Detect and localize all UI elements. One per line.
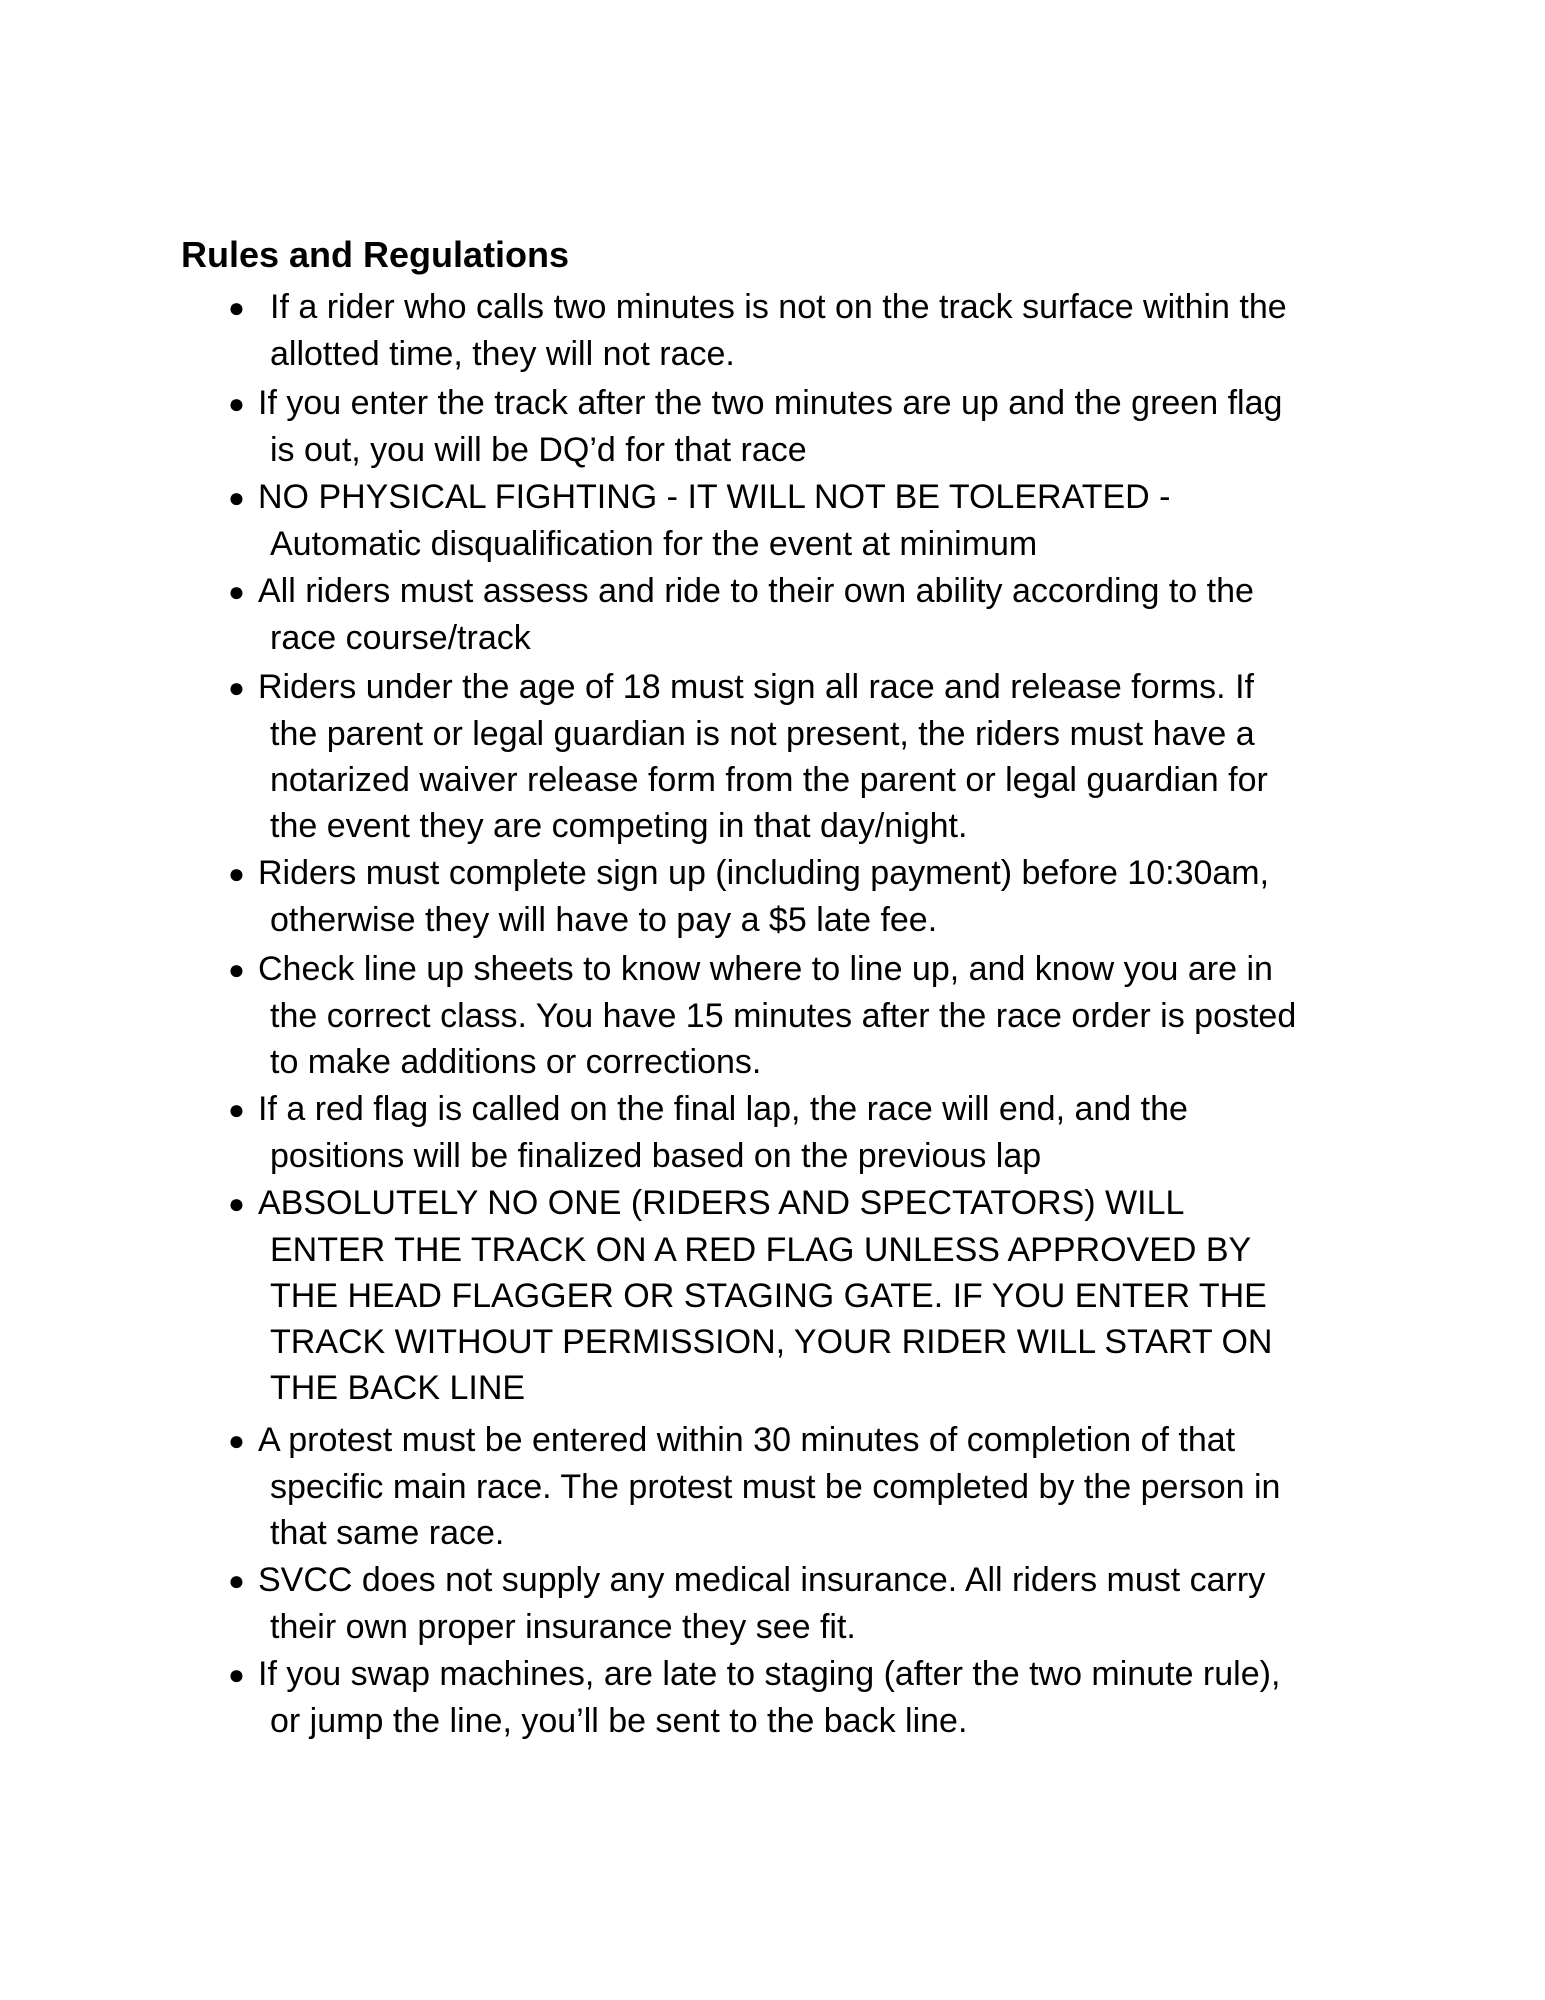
rule-text: If you enter the track after the two minutes are up and the green flag bbox=[258, 384, 1283, 422]
rule-text: specific main race. The protest must be completed by the person in bbox=[270, 1468, 1281, 1506]
rule-text: Automatic disqualification for the event at minimum bbox=[270, 525, 1038, 563]
rule-text: NO PHYSICAL FIGHTING - IT WILL NOT BE TOLERATED - bbox=[258, 478, 1171, 516]
bullet-icon: ● bbox=[228, 858, 245, 889]
rule-item bbox=[228, 1417, 1378, 1556]
rule-first-line bbox=[228, 1180, 1378, 1227]
rule-text: allotted time, they will not race. bbox=[270, 335, 735, 373]
rule-first-line bbox=[228, 1417, 1378, 1464]
rule-first-line bbox=[228, 850, 1378, 897]
rule-first-line bbox=[228, 1557, 1378, 1604]
rule-item bbox=[228, 850, 1378, 943]
rule-first-line bbox=[228, 664, 1378, 711]
bullet-icon: ● bbox=[228, 576, 245, 607]
bullet-icon: ● bbox=[228, 1188, 245, 1219]
rule-text: A protest must be entered within 30 minutes of completion of that bbox=[258, 1421, 1236, 1459]
bullet-icon: ● bbox=[228, 954, 245, 985]
rule-continuation-line bbox=[228, 1698, 1378, 1744]
rule-continuation-line bbox=[228, 1510, 1378, 1556]
bullet-icon: ● bbox=[228, 388, 245, 419]
rule-continuation-line bbox=[228, 803, 1378, 849]
bullet-icon: ● bbox=[228, 672, 245, 703]
rule-text: THE HEAD FLAGGER OR STAGING GATE. IF YOU ENTER THE bbox=[270, 1277, 1267, 1315]
rule-continuation-line bbox=[228, 1365, 1378, 1411]
rule-text: Riders under the age of 18 must sign all race and release forms. If bbox=[258, 668, 1254, 706]
rule-first-line bbox=[228, 568, 1378, 615]
rule-text: race course/track bbox=[270, 619, 531, 657]
rule-continuation-line bbox=[228, 331, 1378, 377]
rule-text: positions will be finalized based on the previous lap bbox=[270, 1137, 1042, 1175]
bullet-icon: ● bbox=[228, 1659, 245, 1690]
rule-item bbox=[228, 1557, 1378, 1650]
rule-text: THE BACK LINE bbox=[270, 1369, 526, 1407]
bullet-icon: ● bbox=[228, 1094, 245, 1125]
rule-text: If a red flag is called on the final lap, the race will end, and the bbox=[258, 1090, 1188, 1128]
rule-text: ABSOLUTELY NO ONE (RIDERS AND SPECTATORS) WILL bbox=[258, 1184, 1185, 1222]
rule-text: is out, you will be DQ’d for that race bbox=[270, 431, 807, 469]
rule-text: the correct class. You have 15 minutes after the race order is posted bbox=[270, 997, 1297, 1035]
rule-text: Check line up sheets to know where to line up, and know you are in bbox=[258, 950, 1273, 988]
rule-continuation-line bbox=[228, 521, 1378, 567]
rule-item bbox=[228, 1651, 1378, 1744]
rule-continuation-line bbox=[228, 615, 1378, 661]
rule-text: All riders must assess and ride to their own ability according to the bbox=[258, 572, 1254, 610]
rule-text: to make additions or corrections. bbox=[270, 1043, 762, 1081]
rule-first-line bbox=[228, 1651, 1378, 1698]
rule-first-line bbox=[228, 284, 1378, 331]
rule-text: otherwise they will have to pay a $5 late fee. bbox=[270, 901, 938, 939]
rule-text: notarized waiver release form from the parent or legal guardian for bbox=[270, 761, 1268, 799]
rule-continuation-line bbox=[228, 1133, 1378, 1179]
rule-continuation-line bbox=[228, 897, 1378, 943]
rule-text: the event they are competing in that day/night. bbox=[270, 807, 968, 845]
rule-text: TRACK WITHOUT PERMISSION, YOUR RIDER WILL START ON bbox=[270, 1323, 1273, 1361]
page-title: Rules and Regulations bbox=[181, 234, 570, 275]
bullet-icon: ● bbox=[228, 482, 245, 513]
bullet-icon: ● bbox=[228, 1565, 245, 1596]
rule-continuation-line bbox=[228, 1319, 1378, 1365]
rule-text: that same race. bbox=[270, 1514, 505, 1552]
rule-text: their own proper insurance they see fit. bbox=[270, 1608, 856, 1646]
rule-text: or jump the line, you’ll be sent to the back line. bbox=[270, 1702, 968, 1740]
rule-continuation-line bbox=[228, 1464, 1378, 1510]
rule-continuation-line bbox=[228, 757, 1378, 803]
rule-item bbox=[228, 284, 1378, 377]
rule-item bbox=[228, 1180, 1378, 1411]
rule-item bbox=[228, 474, 1378, 567]
rule-continuation-line bbox=[228, 711, 1378, 757]
rule-continuation-line bbox=[228, 993, 1378, 1039]
rule-continuation-line bbox=[228, 1273, 1378, 1319]
rule-first-line bbox=[228, 946, 1378, 993]
rule-item bbox=[228, 664, 1378, 849]
rule-item bbox=[228, 380, 1378, 473]
rule-text: If a rider who calls two minutes is not on the track surface within the bbox=[270, 288, 1287, 326]
rule-item bbox=[228, 568, 1378, 661]
bullet-icon: ● bbox=[228, 292, 245, 323]
rule-continuation-line bbox=[228, 427, 1378, 473]
rule-item bbox=[228, 946, 1378, 1085]
rule-text: Riders must complete sign up (including payment) before 10:30am, bbox=[258, 854, 1270, 892]
rule-first-line bbox=[228, 474, 1378, 521]
rule-first-line bbox=[228, 1086, 1378, 1133]
bullet-icon: ● bbox=[228, 1425, 245, 1456]
rule-first-line bbox=[228, 380, 1378, 427]
rule-text: If you swap machines, are late to staging (after the two minute rule), bbox=[258, 1655, 1281, 1693]
rule-continuation-line bbox=[228, 1604, 1378, 1650]
rules-list bbox=[228, 284, 1378, 1744]
rule-text: ENTER THE TRACK ON A RED FLAG UNLESS APPROVED BY bbox=[270, 1231, 1252, 1269]
rule-text: SVCC does not supply any medical insurance. All riders must carry bbox=[258, 1561, 1266, 1599]
rule-continuation-line bbox=[228, 1039, 1378, 1085]
rule-item bbox=[228, 1086, 1378, 1179]
rule-continuation-line bbox=[228, 1227, 1378, 1273]
rule-text: the parent or legal guardian is not present, the riders must have a bbox=[270, 715, 1255, 753]
